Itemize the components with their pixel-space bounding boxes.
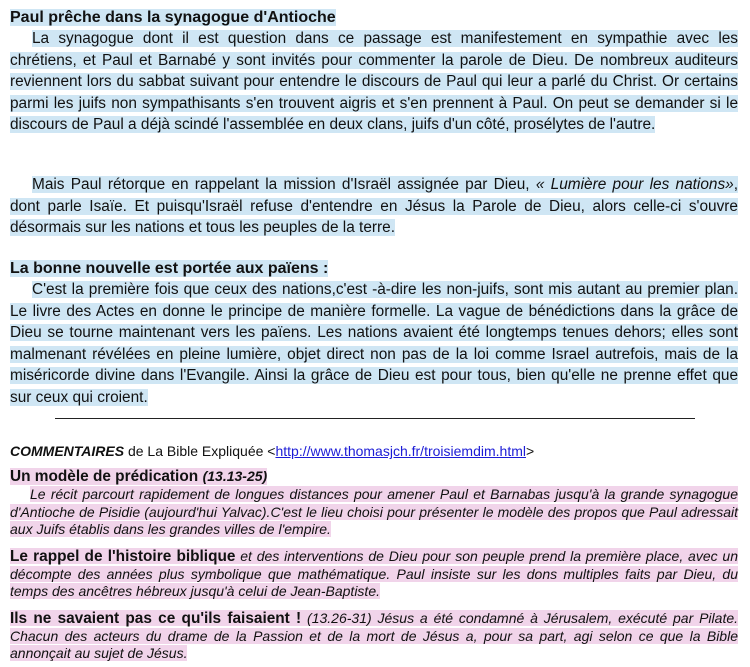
paragraph: La synagogue dont il est question dans ce passage est manifestement en sympathie avec les chrétiens, et Paul et Barnabé y sont invités pour commenter la parole de Dieu. De nombreux auditeurs reviennent lors du sabbat suivant pour entendre le discours de Paul qui leur a parlé du Christ. Or certains parmi les juifs non sympathisants s'en trouvent aigris et s'en prennent à Paul. On peut se demander si le discours de Paul a déjà scindé l'assemblée en deux clans, juifs d'un côté, prosélytes de l'autre. xyxy=(10,30,738,133)
item-heading: Un modèle de prédication (13.13-25) xyxy=(10,468,268,485)
item-text: Le récit parcourt rapidement de longues distances pour amener Paul et Barnabas jusqu'à la grande synagogue d'Antioche de Pisidie (aujourd'hui Yalvac).C'est le lieu choisi pour présenter le modèle des propos que Paul adressait aux Juifs établis dans les grandes villes de l'empire. xyxy=(10,486,738,537)
commentary-link[interactable]: http://www.thomasjch.fr/troisiemdim.html xyxy=(275,443,526,459)
section-title: Paul prêche dans la synagogue d'Antioche xyxy=(10,9,336,26)
section-synagogue xyxy=(10,8,738,136)
section-title: La bonne nouvelle est portée aux païens : xyxy=(10,260,329,277)
commentary-item-rappel xyxy=(10,548,738,601)
commentary-source-text: de La Bible Expliquée < xyxy=(124,443,276,459)
commentary-source: COMMENTAIRES de La Bible Expliquée <http://www.thomasjch.fr/troisiemdim.html> xyxy=(10,443,535,459)
commentary-item-ignorance xyxy=(10,610,738,663)
commentary-item-predication xyxy=(10,468,738,539)
section-paiens xyxy=(10,259,738,408)
quote: « Lumière pour les nations» xyxy=(535,176,734,193)
commentary-label: COMMENTAIRES xyxy=(10,443,125,459)
paragraph: Mais Paul rétorque en rappelant la mission d'Israël assignée par Dieu, « Lumière pour les nations», dont parle Isaïe. Et puisqu'Israël refuse d'entendre en Jésus la Parole de Dieu, alors celle-ci s'ouvre désormais sur les nations et tous les peuples de la terre. xyxy=(10,176,738,236)
paragraph: C'est la première fois que ceux des nations,c'est -à-dire les non-juifs, sont mis autant au premier plan. Le livre des Actes en donne le principe de manière formelle. La vague de bénédictions dans la grâce de Dieu se tourne maintenant vers les païens. Les nations avaient été longtemps tenues dehors; elles sont malmenant révélées en pleine lumière, objet direct non pas de la loi comme Israel autrefois, mais de la miséricorde divine dans l'Evangile. Ainsi la grâce de Dieu est pour tous, bien qu'elle ne prenne effet que sur ceux qui croient. xyxy=(10,281,738,406)
section-mission xyxy=(10,174,738,239)
separator-line xyxy=(55,418,695,419)
item-text: Ils ne savaient pas ce qu'ils faisaient ! (13.26-31) Jésus a été condamné à Jérusalem, exécuté par Pilate. Chacun des acteurs du drame de la Passion et de la mort de Jésus a, pour sa part, agi selon ce que la Bible annonçait au sujet de Jésus. xyxy=(10,610,739,661)
item-text: Le rappel de l'histoire biblique et des interventions de Dieu pour son peuple prend la première place, avec un décompte des années plus symbolique que mathématique. Paul insiste sur les dons multiples faits par Dieu, du temps des ancêtres hébreux jusqu'à celui de Jean-Baptiste. xyxy=(10,548,738,599)
